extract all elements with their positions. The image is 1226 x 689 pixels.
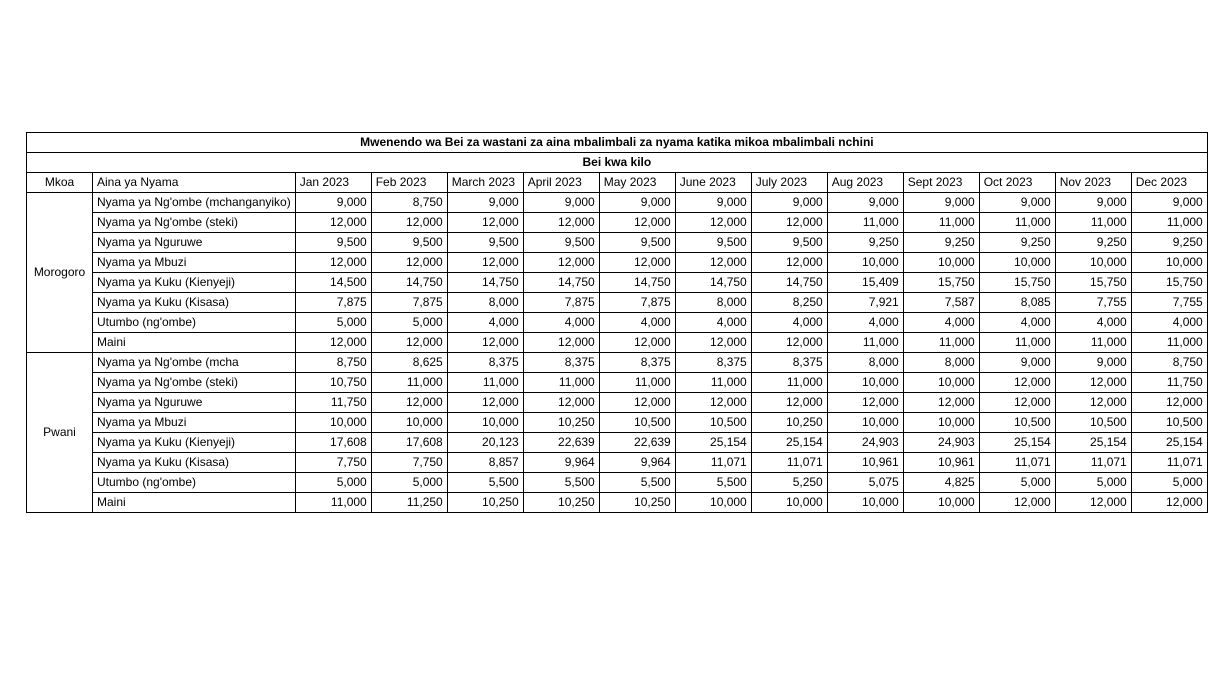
price-cell: 4,000 [447, 313, 523, 333]
price-cell: 10,000 [979, 253, 1055, 273]
price-cell: 5,000 [1131, 473, 1207, 493]
price-cell: 9,000 [979, 353, 1055, 373]
price-cell: 11,000 [371, 373, 447, 393]
price-cell: 11,000 [295, 493, 371, 513]
price-cell: 4,825 [903, 473, 979, 493]
table-row [27, 413, 1208, 433]
price-cell: 9,250 [827, 233, 903, 253]
meat-type-cell: Nyama ya Kuku (Kienyeji) [93, 433, 296, 453]
price-cell: 11,000 [827, 333, 903, 353]
price-cell: 10,000 [1055, 253, 1131, 273]
table-row [27, 333, 1208, 353]
price-cell: 12,000 [903, 393, 979, 413]
price-cell: 12,000 [1131, 393, 1207, 413]
price-cell: 10,000 [295, 413, 371, 433]
price-cell: 9,000 [295, 193, 371, 213]
price-cell: 4,000 [903, 313, 979, 333]
price-cell: 20,123 [447, 433, 523, 453]
price-cell: 10,000 [1131, 253, 1207, 273]
price-cell: 15,750 [1131, 273, 1207, 293]
price-cell: 12,000 [523, 333, 599, 353]
price-cell: 12,000 [447, 253, 523, 273]
column-header-month: Aug 2023 [827, 173, 903, 193]
table-row [27, 193, 1208, 213]
column-header-month: June 2023 [675, 173, 751, 193]
price-cell: 7,875 [523, 293, 599, 313]
price-cell: 5,000 [371, 313, 447, 333]
price-cell: 5,500 [675, 473, 751, 493]
table-row [27, 453, 1208, 473]
table-row [27, 273, 1208, 293]
column-header-month: July 2023 [751, 173, 827, 193]
table-row [27, 433, 1208, 453]
table-row [27, 393, 1208, 413]
price-cell: 7,587 [903, 293, 979, 313]
price-cell: 11,000 [903, 333, 979, 353]
price-cell: 8,000 [447, 293, 523, 313]
price-cell: 7,750 [371, 453, 447, 473]
price-cell: 11,250 [371, 493, 447, 513]
price-cell: 9,964 [523, 453, 599, 473]
title-row [27, 133, 1208, 153]
price-cell: 12,000 [979, 393, 1055, 413]
price-cell: 12,000 [1055, 393, 1131, 413]
price-cell: 7,755 [1131, 293, 1207, 313]
price-cell: 8,625 [371, 353, 447, 373]
price-cell: 9,500 [751, 233, 827, 253]
price-table [26, 132, 1208, 513]
price-cell: 4,000 [599, 313, 675, 333]
price-cell: 12,000 [1055, 493, 1131, 513]
price-cell: 11,000 [675, 373, 751, 393]
meat-type-cell: Nyama ya Kuku (Kienyeji) [93, 273, 296, 293]
price-cell: 11,071 [1055, 453, 1131, 473]
price-cell: 10,250 [523, 493, 599, 513]
price-cell: 4,000 [1055, 313, 1131, 333]
price-cell: 7,921 [827, 293, 903, 313]
price-cell: 9,000 [979, 193, 1055, 213]
price-cell: 11,071 [979, 453, 1055, 473]
price-cell: 5,500 [523, 473, 599, 493]
price-cell: 11,000 [447, 373, 523, 393]
price-cell: 9,000 [827, 193, 903, 213]
price-cell: 12,000 [599, 253, 675, 273]
price-cell: 11,000 [523, 373, 599, 393]
price-cell: 12,000 [751, 213, 827, 233]
price-cell: 12,000 [295, 253, 371, 273]
price-cell: 8,750 [1131, 353, 1207, 373]
price-cell: 9,500 [523, 233, 599, 253]
price-cell: 10,961 [827, 453, 903, 473]
price-cell: 5,500 [447, 473, 523, 493]
price-cell: 11,000 [979, 333, 1055, 353]
price-cell: 9,000 [447, 193, 523, 213]
price-cell: 5,250 [751, 473, 827, 493]
price-cell: 12,000 [979, 493, 1055, 513]
price-cell: 12,000 [523, 393, 599, 413]
price-cell: 10,250 [447, 493, 523, 513]
table-title: Mwenendo wa Bei za wastani za aina mbalimbali za nyama katika mikoa mbalimbali nchini [27, 133, 1208, 153]
price-cell: 15,750 [979, 273, 1055, 293]
price-cell: 10,500 [1055, 413, 1131, 433]
price-cell: 4,000 [675, 313, 751, 333]
price-cell: 8,000 [675, 293, 751, 313]
price-cell: 9,000 [523, 193, 599, 213]
price-cell: 8,085 [979, 293, 1055, 313]
price-cell: 9,500 [675, 233, 751, 253]
price-cell: 12,000 [675, 253, 751, 273]
price-cell: 9,000 [751, 193, 827, 213]
meat-type-cell: Nyama ya Mbuzi [93, 413, 296, 433]
column-header-month: Jan 2023 [295, 173, 371, 193]
price-cell: 12,000 [447, 393, 523, 413]
price-cell: 25,154 [675, 433, 751, 453]
table-row [27, 233, 1208, 253]
price-cell: 12,000 [1055, 373, 1131, 393]
subtitle-row [27, 153, 1208, 173]
price-cell: 5,000 [295, 473, 371, 493]
price-cell: 9,250 [1131, 233, 1207, 253]
price-cell: 4,000 [523, 313, 599, 333]
price-cell: 8,250 [751, 293, 827, 313]
price-cell: 9,000 [1055, 193, 1131, 213]
price-cell: 10,000 [447, 413, 523, 433]
price-cell: 12,000 [371, 253, 447, 273]
price-cell: 10,500 [979, 413, 1055, 433]
table-row [27, 213, 1208, 233]
price-cell: 8,000 [827, 353, 903, 373]
price-cell: 4,000 [751, 313, 827, 333]
price-cell: 4,000 [979, 313, 1055, 333]
column-header-month: May 2023 [599, 173, 675, 193]
price-cell: 8,375 [675, 353, 751, 373]
meat-type-cell: Nyama ya Ng'ombe (mchanganyiko) [93, 193, 296, 213]
price-cell: 10,250 [751, 413, 827, 433]
price-cell: 5,000 [371, 473, 447, 493]
price-cell: 25,154 [751, 433, 827, 453]
meat-type-cell: Nyama ya Kuku (Kisasa) [93, 293, 296, 313]
price-cell: 14,750 [371, 273, 447, 293]
price-cell: 12,000 [371, 333, 447, 353]
price-cell: 7,875 [371, 293, 447, 313]
region-cell: Pwani [27, 353, 93, 513]
meat-type-cell: Nyama ya Nguruwe [93, 233, 296, 253]
column-header-month: Nov 2023 [1055, 173, 1131, 193]
price-cell: 10,000 [827, 493, 903, 513]
price-cell: 12,000 [523, 213, 599, 233]
price-cell: 10,000 [903, 493, 979, 513]
price-cell: 11,000 [1055, 213, 1131, 233]
column-header-month: Sept 2023 [903, 173, 979, 193]
price-cell: 11,000 [599, 373, 675, 393]
price-cell: 10,000 [903, 373, 979, 393]
price-cell: 11,071 [751, 453, 827, 473]
price-cell: 9,500 [447, 233, 523, 253]
price-cell: 17,608 [371, 433, 447, 453]
price-cell: 9,250 [979, 233, 1055, 253]
price-cell: 11,000 [751, 373, 827, 393]
price-cell: 12,000 [599, 213, 675, 233]
column-header-month: March 2023 [447, 173, 523, 193]
price-cell: 11,000 [979, 213, 1055, 233]
price-cell: 10,000 [827, 413, 903, 433]
price-cell: 9,500 [599, 233, 675, 253]
price-cell: 10,500 [675, 413, 751, 433]
meat-type-cell: Utumbo (ng'ombe) [93, 313, 296, 333]
price-cell: 8,000 [903, 353, 979, 373]
price-cell: 10,000 [827, 373, 903, 393]
price-cell: 11,000 [1131, 333, 1207, 353]
price-cell: 25,154 [979, 433, 1055, 453]
column-header-month: Oct 2023 [979, 173, 1055, 193]
price-cell: 14,750 [523, 273, 599, 293]
column-header-month: Dec 2023 [1131, 173, 1207, 193]
price-cell: 12,000 [979, 373, 1055, 393]
column-header-month: Feb 2023 [371, 173, 447, 193]
price-cell: 9,250 [903, 233, 979, 253]
price-cell: 12,000 [523, 253, 599, 273]
price-cell: 17,608 [295, 433, 371, 453]
price-cell: 15,409 [827, 273, 903, 293]
price-cell: 12,000 [675, 213, 751, 233]
price-cell: 7,755 [1055, 293, 1131, 313]
price-cell: 10,500 [1131, 413, 1207, 433]
table-row [27, 493, 1208, 513]
table-row [27, 353, 1208, 373]
price-cell: 8,750 [371, 193, 447, 213]
price-cell: 12,000 [751, 393, 827, 413]
price-cell: 9,000 [903, 193, 979, 213]
price-cell: 10,750 [295, 373, 371, 393]
price-cell: 14,750 [599, 273, 675, 293]
price-cell: 9,000 [675, 193, 751, 213]
table-row [27, 253, 1208, 273]
price-cell: 10,000 [751, 493, 827, 513]
price-cell: 10,000 [371, 413, 447, 433]
price-cell: 8,375 [523, 353, 599, 373]
price-cell: 10,961 [903, 453, 979, 473]
price-cell: 24,903 [903, 433, 979, 453]
price-cell: 14,750 [675, 273, 751, 293]
meat-type-cell: Maini [93, 333, 296, 353]
price-cell: 10,000 [903, 253, 979, 273]
price-cell: 11,000 [1131, 213, 1207, 233]
price-cell: 10,500 [599, 413, 675, 433]
price-cell: 4,000 [1131, 313, 1207, 333]
meat-type-cell: Nyama ya Nguruwe [93, 393, 296, 413]
table-row [27, 373, 1208, 393]
price-cell: 12,000 [675, 333, 751, 353]
table-row [27, 313, 1208, 333]
price-cell: 11,071 [1131, 453, 1207, 473]
price-cell: 9,250 [1055, 233, 1131, 253]
price-cell: 5,075 [827, 473, 903, 493]
table-row [27, 293, 1208, 313]
price-cell: 11,000 [903, 213, 979, 233]
price-cell: 5,000 [1055, 473, 1131, 493]
price-cell: 8,375 [751, 353, 827, 373]
price-cell: 15,750 [1055, 273, 1131, 293]
price-cell: 12,000 [371, 213, 447, 233]
price-cell: 12,000 [447, 213, 523, 233]
meat-type-cell: Nyama ya Mbuzi [93, 253, 296, 273]
price-cell: 25,154 [1131, 433, 1207, 453]
price-cell: 12,000 [675, 393, 751, 413]
price-cell: 11,750 [295, 393, 371, 413]
price-cell: 8,375 [599, 353, 675, 373]
price-cell: 5,500 [599, 473, 675, 493]
price-cell: 14,750 [751, 273, 827, 293]
price-cell: 12,000 [371, 393, 447, 413]
price-cell: 9,964 [599, 453, 675, 473]
table-row [27, 473, 1208, 493]
price-cell: 11,000 [827, 213, 903, 233]
price-cell: 4,000 [827, 313, 903, 333]
price-cell: 12,000 [447, 333, 523, 353]
price-cell: 9,000 [1055, 353, 1131, 373]
price-cell: 10,000 [827, 253, 903, 273]
meat-type-cell: Nyama ya Ng'ombe (mcha [93, 353, 296, 373]
price-cell: 8,375 [447, 353, 523, 373]
price-cell: 9,500 [371, 233, 447, 253]
header-row [27, 173, 1208, 193]
table-body [27, 133, 1208, 513]
column-header-month: April 2023 [523, 173, 599, 193]
price-cell: 11,071 [675, 453, 751, 473]
column-header-region: Mkoa [27, 173, 93, 193]
region-cell: Morogoro [27, 193, 93, 353]
price-cell: 7,875 [295, 293, 371, 313]
price-cell: 10,250 [523, 413, 599, 433]
price-cell: 12,000 [295, 213, 371, 233]
price-cell: 10,000 [903, 413, 979, 433]
price-cell: 8,857 [447, 453, 523, 473]
price-cell: 9,000 [599, 193, 675, 213]
price-cell: 10,250 [599, 493, 675, 513]
price-cell: 25,154 [1055, 433, 1131, 453]
meat-type-cell: Utumbo (ng'ombe) [93, 473, 296, 493]
price-cell: 12,000 [827, 393, 903, 413]
meat-type-cell: Nyama ya Kuku (Kisasa) [93, 453, 296, 473]
price-cell: 12,000 [1131, 493, 1207, 513]
price-cell: 22,639 [599, 433, 675, 453]
table-subtitle: Bei kwa kilo [27, 153, 1208, 173]
price-cell: 12,000 [599, 393, 675, 413]
price-cell: 12,000 [599, 333, 675, 353]
price-cell: 12,000 [295, 333, 371, 353]
price-cell: 7,875 [599, 293, 675, 313]
price-cell: 8,750 [295, 353, 371, 373]
price-cell: 14,500 [295, 273, 371, 293]
price-cell: 22,639 [523, 433, 599, 453]
price-cell: 5,000 [295, 313, 371, 333]
price-cell: 15,750 [903, 273, 979, 293]
price-cell: 11,000 [1055, 333, 1131, 353]
column-header-item: Aina ya Nyama [93, 173, 296, 193]
meat-type-cell: Nyama ya Ng'ombe (steki) [93, 373, 296, 393]
price-cell: 7,750 [295, 453, 371, 473]
price-cell: 12,000 [751, 253, 827, 273]
price-cell: 9,000 [1131, 193, 1207, 213]
price-cell: 24,903 [827, 433, 903, 453]
meat-type-cell: Nyama ya Ng'ombe (steki) [93, 213, 296, 233]
price-cell: 10,000 [675, 493, 751, 513]
price-cell: 5,000 [979, 473, 1055, 493]
price-cell: 12,000 [751, 333, 827, 353]
meat-type-cell: Maini [93, 493, 296, 513]
price-cell: 9,500 [295, 233, 371, 253]
price-cell: 11,750 [1131, 373, 1207, 393]
price-cell: 14,750 [447, 273, 523, 293]
